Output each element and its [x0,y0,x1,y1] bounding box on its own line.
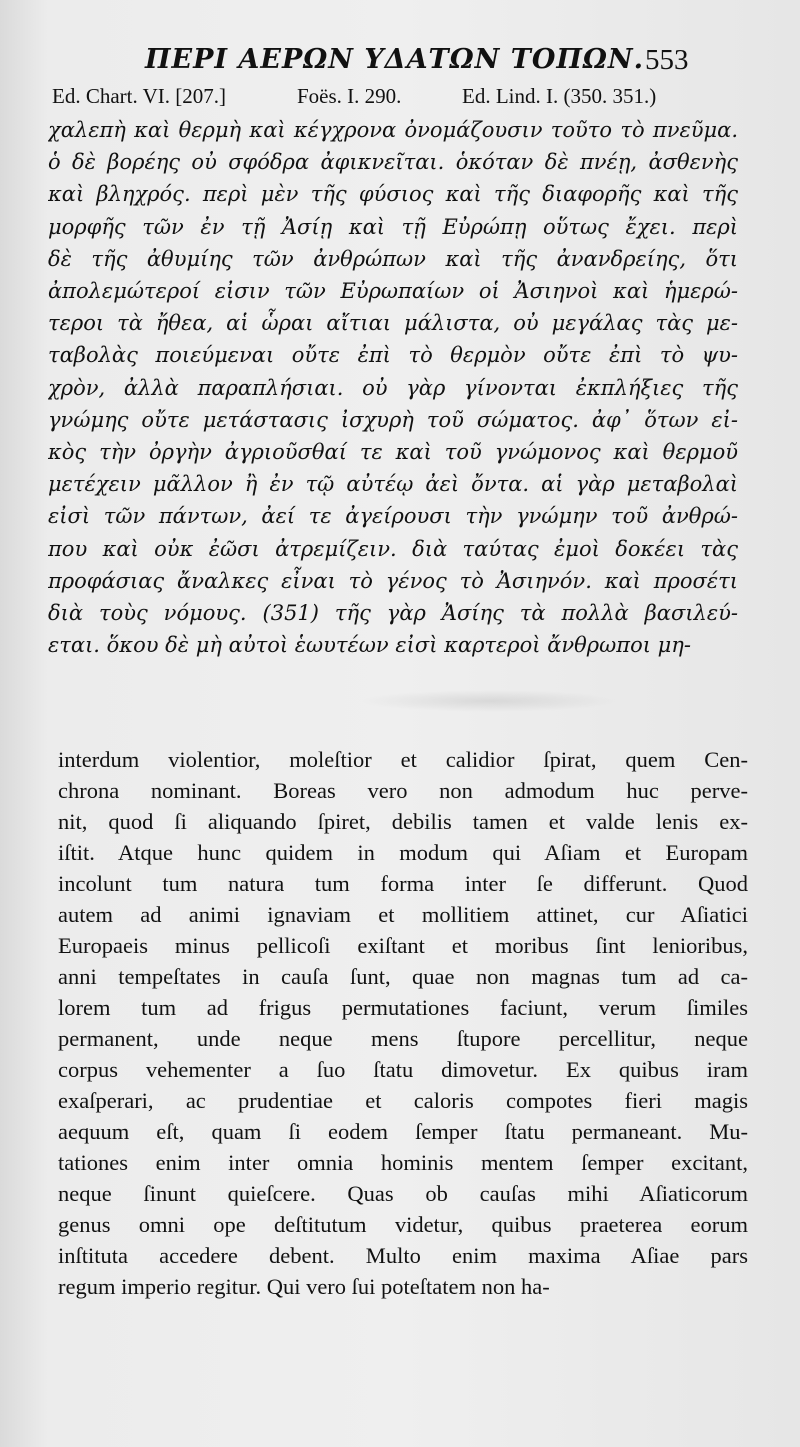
latin-text-line: inſtituta accedere debent. Multo enim maxima Aſiae pars [58,1243,748,1268]
print-show-through [360,690,620,712]
latin-text-line: genus omni ope deſtitutum videtur, quibus praeterea eorum [58,1212,748,1237]
greek-text-block [48,114,738,661]
latin-text-line: permanent, unde neque mens ſtupore percellitur, neque [58,1026,748,1051]
greek-text-line: εται. ὅκου δὲ μὴ αὐτοὶ ἑωυτέων εἰσὶ καρτεροὶ ἄνθρωποι μη- [48,633,691,658]
greek-text-line: μορφῆς τῶν ἐν τῇ Ἀσίῃ καὶ τῇ Εὐρώπῃ οὕτως ἔχει. περὶ [48,214,738,239]
page-number: 553 [645,44,689,76]
edition-chart-ref: Ed. Chart. VI. [207.] [52,84,226,108]
greek-text-line: προφάσιας ἄναλκες εἶναι τὸ γένος τὸ Ἀσιηνόν. καὶ προσέτι [48,568,738,593]
edition-lind-ref: Ed. Lind. I. (350. 351.) [462,84,657,108]
greek-text-line: ταβολὰς ποιεύμεναι οὔτε ἐπὶ τὸ θερμὸν οὔτε ἐπὶ τὸ ψυ- [48,343,738,368]
latin-text-line: iſtit. Atque hunc quidem in modum qui Aſiam et Europam [58,840,748,865]
latin-text-line: autem ad animi ignaviam et mollitiem attinet, cur Aſiatici [58,902,748,927]
greek-text-line: δὲ τῆς ἀθυμίης τῶν ἀνθρώπων καὶ τῆς ἀνανδρείης, ὅτι [48,246,738,271]
latin-text-line: nit, quod ſi aliquando ſpiret, debilis tamen et valde lenis ex- [58,809,748,834]
latin-text-line: corpus vehementer a ſuo ſtatu dimovetur. Ex quibus iram [58,1057,748,1082]
greek-text-line: εἰσὶ τῶν πάντων, ἀεί τε ἀγείρουσι τὴν γνώμην τοῦ ἀνθρώ- [48,504,738,529]
greek-text-line: ἀπολεμώτεροί εἰσιν τῶν Εὐρωπαίων οἱ Ἀσιηνοὶ καὶ ἡμερώ- [48,279,738,304]
latin-text-line: Europaeis minus pellicoſi exiſtant et moribus ſint lenioribus, [58,933,748,958]
greek-text-line: χαλεπὴ καὶ θερμὴ καὶ κέγχρονα ὀνομάζουσιν τοῦτο τὸ πνεῦμα. [48,118,738,142]
edition-foes-ref: Foës. I. 290. [297,84,402,108]
greek-text-line: που καὶ οὐκ ἐῶσι ἀτρεμίζειν. διὰ ταύτας ἐμοὶ δοκέει τὰς [48,536,738,561]
greek-text-line: τεροι τὰ ἤθεα, αἱ ὧραι αἴτιαι μάλιστα, οὐ μεγάλας τὰς με- [48,311,738,336]
latin-text-line: incolunt tum natura tum forma inter ſe differunt. Quod [58,871,748,896]
greek-text-line: κὸς τὴν ὀργὴν ἀγριοῦσθαί τε καὶ τοῦ γνώμονος καὶ θερμοῦ [48,440,738,465]
latin-text-line: regum imperio regitur. Qui vero ſui poteſtatem non ha- [58,1274,550,1299]
greek-text-line: μετέχειν μᾶλλον ἢ ἐν τῷ αὐτέῳ ἀεὶ ὄντα. αἱ γὰρ μεταβολαὶ [48,472,738,497]
latin-text-line: chrona nominant. Boreas vero non admodum huc perve- [58,778,748,803]
latin-text-line: anni tempeſtates in cauſa ſunt, quae non magnas tum ad ca- [58,964,748,989]
latin-text-line: lorem tum ad frigus permutationes faciunt, verum ſimiles [58,995,748,1020]
greek-text-line: χρὸν, ἀλλὰ παραπλήσιαι. οὐ γὰρ γίνονται ἐκπλήξιες τῆς [48,375,738,400]
greek-text-line: γνώμης οὔτε μετάστασις ἰσχυρὴ τοῦ σώματος. ἀφ᾽ ὅτων εἰ- [48,407,738,432]
edition-references [52,84,752,114]
latin-text-line: aequum eſt, quam ſi eodem ſemper ſtatu permaneant. Mu- [58,1119,748,1144]
latin-text-line: neque ſinunt quieſcere. Quas ob cauſas mihi Aſiaticorum [58,1181,748,1206]
greek-text-line: διὰ τοὺς νόμους. (351) τῆς γὰρ Ἀσίης τὰ πολλὰ βασιλεύ- [48,601,738,626]
latin-text-block [58,744,748,1302]
latin-text-line: tationes enim inter omnia hominis mentem ſemper excitant, [58,1150,748,1175]
latin-text-line: exaſperari, ac prudentiae et caloris compotes fieri magis [58,1088,748,1113]
greek-text-line: ὁ δὲ βορέης οὐ σφόδρα ἀφικνεῖται. ὁκόταν δὲ πνέῃ, ἀσθενὴς [48,150,738,175]
latin-text-line: interdum violentior, moleſtior et calidior ſpirat, quem Cen- [58,747,748,772]
greek-text-line: καὶ βληχρός. περὶ μὲν τῆς φύσιος καὶ τῆς διαφορῆς καὶ τῆς [48,182,738,207]
running-head-title: ΠΕΡΙ ΑΕΡΩΝ ΥΔΑΤΩΝ ΤΟΠΩΝ. [145,44,644,75]
